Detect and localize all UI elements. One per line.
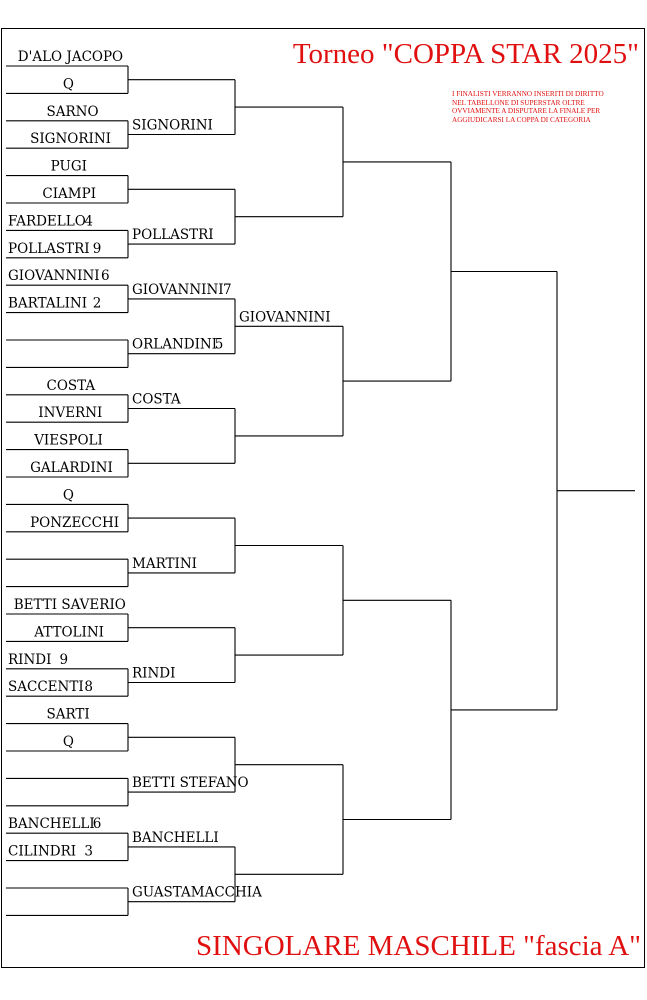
player-name: COSTA <box>46 377 96 394</box>
player-score: 8 <box>84 679 93 696</box>
player-score: 4 <box>84 213 93 230</box>
player-name: BETTI SAVERIO <box>13 597 126 613</box>
player-score: 6 <box>92 816 102 833</box>
note-line: AGGIUDICARSI LA COPPA DI CATEGORIA <box>452 115 591 124</box>
note-line: NEL TABELLONE DI SUPERSTAR OLTRE <box>452 98 585 107</box>
player-name: PONZECCHI <box>30 514 120 531</box>
player-name: PUGI <box>50 158 87 175</box>
player-name: GALARDINI <box>30 460 113 476</box>
player-name: BANCHELLI <box>8 816 95 833</box>
player-name: SIGNORINI <box>30 131 111 148</box>
player-name: CILINDRI <box>8 843 77 860</box>
player-name: SACCENTI <box>8 679 84 696</box>
player-name: RINDI <box>132 665 176 682</box>
player-name: MARTINI <box>132 555 197 572</box>
player-name: ATTOLINI <box>34 624 104 641</box>
note-line: OVVIAMENTE A DISPUTARE LA FINALE PER <box>452 107 601 116</box>
player-name: SARTI <box>46 706 90 723</box>
player-score: 2 <box>92 295 102 312</box>
player-name: POLLASTRI <box>132 227 214 244</box>
player-name: SIGNORINI <box>132 117 213 134</box>
player-name: GUASTAMACCHIA <box>132 884 262 901</box>
player-name: CIAMPI <box>42 186 97 202</box>
player-name: Q <box>62 734 74 750</box>
player-name: GIOVANNINI <box>132 281 224 298</box>
player-name: FARDELLO <box>8 213 86 230</box>
player-name: ORLANDINI <box>132 336 218 353</box>
player-name: Q <box>62 76 74 93</box>
player-name: COSTA <box>132 391 181 408</box>
player-score: 7 <box>223 281 232 298</box>
player-name: POLLASTRI <box>8 240 90 257</box>
player-name: BARTALINI <box>8 295 88 312</box>
player-name: BETTI STEFANO <box>132 775 249 792</box>
finalists-note <box>452 90 642 124</box>
player-name: GIOVANNINI <box>8 268 100 285</box>
player-score: 3 <box>84 843 93 860</box>
player-name: Q <box>62 487 74 504</box>
player-score: 9 <box>92 240 102 257</box>
player-name: GIOVANNINI <box>239 309 331 326</box>
category-subtitle: SINGOLARE MASCHILE "fascia A" <box>196 930 641 962</box>
note-line: I FINALISTI VERRANNO INSERITI DI DIRITTO <box>452 90 604 98</box>
player-score: 5 <box>214 336 224 353</box>
player-name: RINDI <box>8 651 52 668</box>
player-score: 6 <box>101 268 110 285</box>
player-name: D'ALO JACOPO <box>17 49 124 65</box>
player-name: SARNO <box>46 103 99 120</box>
tournament-title: Torneo "COPPA STAR 2025" <box>292 38 639 70</box>
player-name: BANCHELLI <box>132 829 219 846</box>
player-score: 9 <box>59 651 69 668</box>
player-name: VIESPOLI <box>34 432 103 449</box>
player-name: INVERNI <box>38 405 103 422</box>
